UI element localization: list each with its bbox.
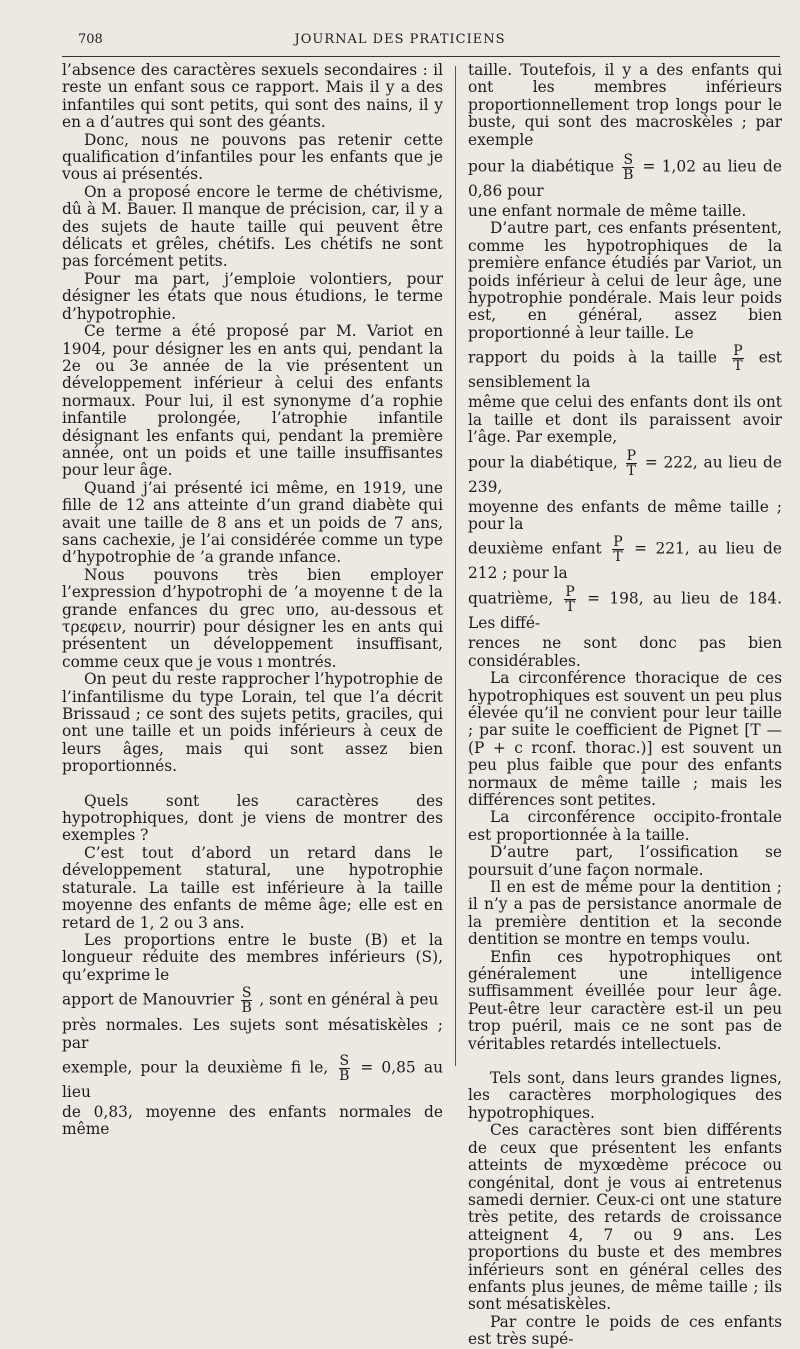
formula-text: apport de Manouvrier: [62, 990, 234, 1009]
formula-line: [468, 535, 782, 583]
fraction-denominator: B: [241, 1000, 252, 1017]
paragraph: Ces caractères sont bien différents de ceux que présentent les enfants atteints de myxœdème précoce ou congénital, dont je vous ai entretenus samedi dernier. Ceux-ci ont une stature très petite, des retards de croissance atteignent 4, 7 ou 9 ans. Les proportions du buste et des membres inférieurs sont en général celles des enfants plus jeunes, de même taille ; ils sont mésatiskèles.: [468, 1121, 782, 1314]
paragraph: près normales. Les sujets sont mésatiskèles ; par: [62, 1016, 443, 1052]
fraction-denominator: T: [613, 549, 623, 566]
paragraph: Il en est de même pour la dentition ; il n’y a pas de persistance anormale de la première dentition et la seconde dentition se montre en temps voulu.: [468, 878, 782, 949]
paragraph: D’autre part, l’ossification se poursuit d’une façon normale.: [468, 843, 782, 879]
fraction-numerator: P: [733, 343, 743, 360]
formula-text: rapport du poids à la taille: [468, 348, 717, 367]
paragraph: une enfant normale de même taille.: [468, 202, 747, 221]
formula-text: = 1,02 au lieu de 0,86 pour: [468, 157, 782, 201]
fraction-numerator: S: [339, 1052, 350, 1069]
fraction-denominator: T: [565, 599, 575, 616]
paragraph: même que celui des enfants dont ils ont la taille et dont ils paraissent avoir l’âge. Par exemple,: [468, 393, 782, 447]
formula-text: = 221, au lieu de 212 ; pour la: [468, 539, 782, 583]
paragraph: On a proposé encore le terme de chétivisme, dû à M. Bauer. Il manque de précision, car, il y a des sujets de haute taille qui peuvent être délicats et grêles, chétifs. Les chétifs ne sont pas forcément petits.: [62, 182, 443, 271]
formula-line: [62, 1054, 443, 1102]
paragraph: Par contre le poids de ces enfants est très supé-: [468, 1312, 782, 1349]
formula-text: pour la diabétique,: [468, 453, 618, 471]
paragraph: Les proportions entre le buste (B) et la longueur réduite des membres inférieurs (S), qu’exprime le: [62, 930, 443, 984]
paragraph: C’est tout d’abord un retard dans le développement statural, une hypotrophie staturale. La taille est inférieure à la taille moyenne des enfants de même âge; elle est en retard de 1, 2 ou 3 ans.: [62, 843, 443, 932]
formula-text: , sont en général à peu: [259, 990, 439, 1009]
paragraph: Quels sont les caractères des hypotrophiques, dont je viens de montrer des exemples ?: [62, 791, 443, 845]
paragraph: Enfin ces hypotrophiques ont généralement une intelligence suffisamment éveillée pour leur âge. Peut-être leur caractère est-il un peu trop puéril, mais ce ne sont pas de véritables retardés intellectuels.: [468, 947, 782, 1053]
fraction-numerator: P: [613, 534, 623, 551]
formula-text: exemple, pour la deuxième fi le,: [62, 1058, 329, 1077]
paragraph: l’absence des caractères sexuels secondaires : il reste un enfant sous ce rapport. Mais il y a des infantiles qui sont petits, qui sont des nains, il y en a d’autres qui sont des géants.: [62, 61, 443, 132]
paragraph: Quand j’ai présenté ici même, en 1919, une fille de 12 ans atteinte d’un grand diabète qui avait une taille de 8 ans et un poids de 7 ans, sans cachexie, je l’ai considérée comme un type d’hypotrophie de ’a grande ınfance.: [62, 478, 443, 567]
column-divider: [455, 66, 456, 1066]
fraction-denominator: T: [626, 462, 636, 479]
formula-text: = 0,85 au lieu: [62, 1058, 443, 1101]
formula-text: = 222, au lieu de 239,: [468, 453, 782, 496]
fraction: [732, 344, 743, 373]
journal-title: JOURNAL DES PRATICIENS: [294, 32, 506, 47]
fraction: [339, 1054, 351, 1083]
formula-text: quatrième,: [468, 589, 554, 608]
formula-line: [62, 986, 443, 1015]
paragraph: La circonférence occipito-frontale est proportionnée à la taille.: [468, 808, 782, 844]
paragraph: D’autre part, ces enfants présentent, comme les hypotrophiques de la première enfance étudiés par Variot, un poids inférieur à celui de leur âge, une hypotrophie pondérale. Mais leur poids est, en général, assez bien proportionné à leur taille. Le: [468, 219, 782, 342]
paragraph: Tels sont, dans leurs grandes lignes, les caractères morphologiques des hypotrophiques.: [468, 1069, 782, 1122]
left-column: [62, 62, 443, 1139]
running-header: [0, 32, 800, 54]
paragraph: rences ne sont donc pas bien considérables.: [468, 634, 782, 670]
paragraph: de 0,83, moyenne des enfants normales de même: [62, 1102, 443, 1139]
header-rule: [62, 56, 780, 57]
fraction-numerator: S: [623, 152, 634, 169]
formula-text: deuxième enfant: [468, 539, 602, 558]
fraction: [626, 449, 637, 478]
right-column: [468, 62, 782, 1349]
paragraph: taille. Toutefois, il y a des enfants qui ont les membres inférieurs proportionnellement trop longs pour le buste, qui sont des macroskèles ; par exemple: [468, 61, 782, 149]
fraction: [241, 986, 253, 1015]
paragraph: On peut du reste rapprocher l’hypotrophie de l’infantilisme du type Lorain, tel que l’a décrit Brissaud ; ce sont des sujets petits, graciles, qui ont une taille et un poids inférieurs à ceux de leurs âges, mais qui sont assez bien proportionnés.: [62, 670, 443, 776]
paragraph: moyenne des enfants de même taille ; pour la: [468, 497, 782, 533]
fraction-denominator: T: [733, 358, 743, 375]
paragraph: Pour ma part, j’emploie volontiers, pour désigner les états que nous étudions, le terme d’hypotrophie.: [62, 269, 443, 323]
paragraph: Donc, nous ne pouvons pas retenir cette qualification d’infantiles pour les enfants que je vous ai présentés.: [62, 130, 443, 184]
formula-text: = 198, au lieu de 184. Les diffé-: [468, 589, 782, 633]
formula-line: [468, 153, 782, 201]
fraction-numerator: P: [626, 447, 637, 464]
page-number: 708: [78, 32, 103, 47]
fraction: [622, 153, 634, 182]
fraction-numerator: S: [241, 985, 252, 1002]
fraction-denominator: B: [339, 1067, 350, 1084]
paragraph: La circonférence thoracique de ces hypotrophiques est souvent un peu plus élevée qu’il ne convient pour leur taille ; par suite le coefficient de Pignet [T — (P + c rconf. thorac.)] est souvent un peu plus faible que pour des enfants normaux de même taille ; mais les différences sont petites.: [468, 669, 782, 809]
formula-line: [468, 449, 782, 497]
formula-line: [468, 585, 782, 633]
fraction-denominator: B: [623, 167, 634, 184]
formula-text: est sensiblement la: [468, 348, 782, 392]
fraction: [564, 585, 575, 614]
formula-text: pour la diabétique: [468, 157, 615, 176]
formula-line: [468, 344, 782, 392]
paragraph: Nous pouvons très bien employer l’expression d’hypotrophi de ’a moyenne t de la grande enfances du grec υπο, au-dessous et τρεφειν, nourrir) pour désigner les en ants qui présentent un développement insuffisant, comme ceux que je vous ı montrés.: [62, 565, 443, 671]
fraction-numerator: P: [565, 584, 575, 601]
fraction: [612, 535, 623, 564]
paragraph: Ce terme a été proposé par M. Variot en 1904, pour désigner les en ants qui, pendant la 2e ou 3e année de la vie présentent un développement inférieur à celui des enfants normaux. Pour lui, il est synonyme d’a rophie infantile prolongée, l’atrophie infantile désignant les enfants qui, pendant la première année, ont un poids et une taille insuffisantes pour leur âge.: [62, 322, 443, 480]
